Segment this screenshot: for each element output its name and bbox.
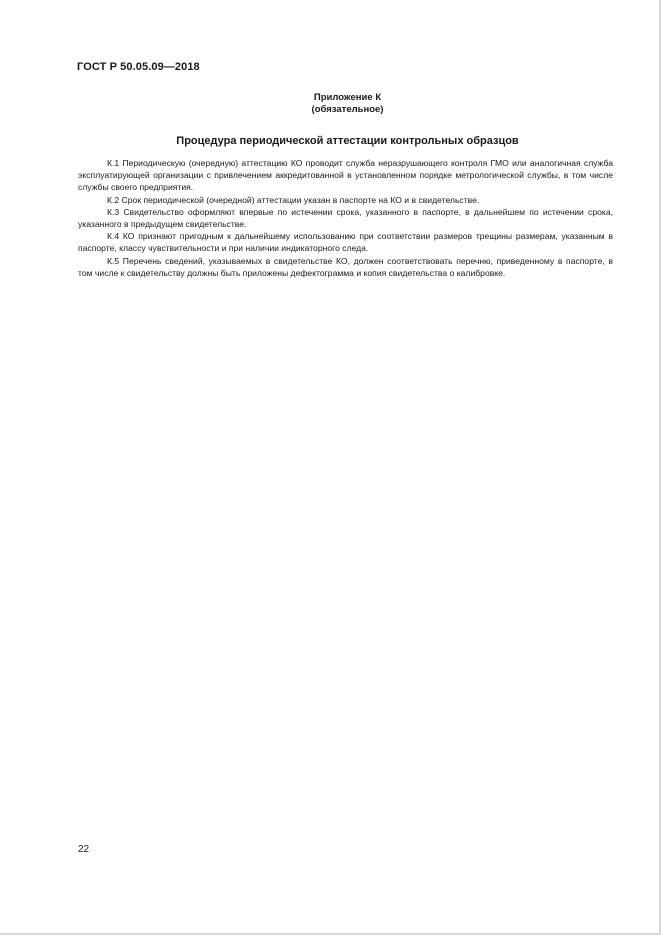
paragraph-k1: К.1 Периодическую (очередную) аттестацию КО проводит служба неразрушающего контроля ГМО или аналогичная служба эксплуатирующей организации с привлечением аккредитованной в установленном порядке метрологической службы, в том числе службы своего предприятия. [78,158,613,193]
document-code: ГОСТ Р 50.05.09—2018 [77,61,200,73]
body-text [78,157,613,279]
paragraph-k3: К.3 Свидетельство оформляют впервые по истечении срока, указанного в паспорте, в дальнейшем по истечении срока, указанного в предыдущем свидетельстве. [78,206,613,230]
paragraph-k2: К.2 Срок периодической (очередной) аттестации указан в паспорте на КО и в свидетельстве. [107,194,480,205]
appendix-title: Приложение К [313,92,382,103]
section-title: Процедура периодической аттестации контрольных образцов [176,135,519,147]
appendix-status: (обязательное) [311,104,384,115]
paragraph-k5: К.5 Перечень сведений, указываемых в свидетельстве КО, должен соответствовать перечню, приведенному в паспорте, в том числе к свидетельству должны быть приложены дефектограмма и копия свидетельства о калибровке. [78,255,613,278]
page-number: 22 [78,844,90,855]
paragraph-k4: К.4 КО признают пригодным к дальнейшему использованию при соответствии размеров трещины размерам, указанным в паспорте, классу чувствительности и при наличии индикаторного следа. [78,231,613,254]
